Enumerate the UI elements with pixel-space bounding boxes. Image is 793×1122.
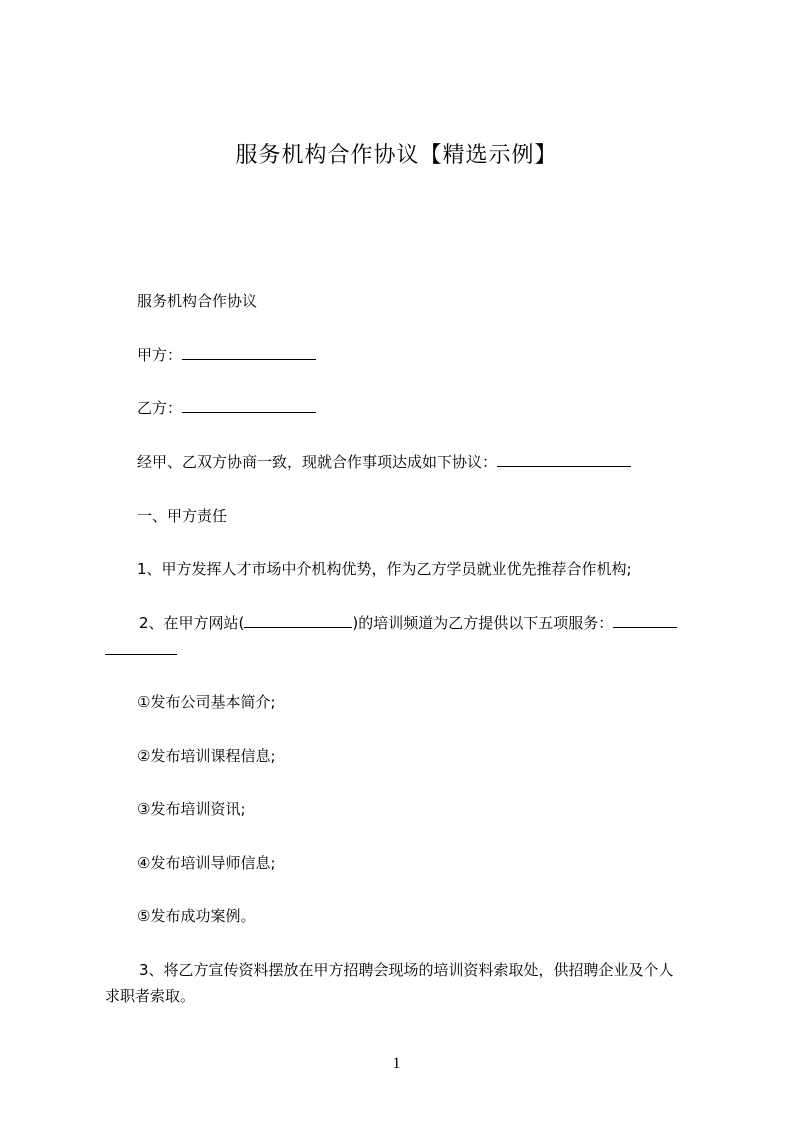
party-a-line <box>105 345 737 365</box>
document-title: 服务机构合作协议【精选示例】 <box>235 143 558 168</box>
item-2-middle: )的培训频道为乙方提供以下五项服务： <box>352 614 614 632</box>
item-3-line-2: 求职者索取。 <box>105 987 196 1005</box>
section-one-heading: 一、甲方责任 <box>137 507 228 525</box>
service-item: ③发布培训资讯; <box>137 800 246 818</box>
item-1: 1、甲方发挥人才市场中介机构优势，作为乙方学员就业优先推荐合作机构; <box>137 560 632 578</box>
service-item: ④发布培训导师信息; <box>137 854 276 872</box>
agreement-intro: 经甲、乙双方协商一致，现就合作事项达成如下协议： <box>137 453 498 471</box>
page-number: 1 <box>392 1055 401 1072</box>
party-a-blank <box>182 345 316 360</box>
agreement-heading: 服务机构合作协议 <box>137 292 258 310</box>
service-item: ①发布公司基本简介; <box>137 693 276 711</box>
item-2-continuation <box>105 640 705 660</box>
website-blank <box>244 613 352 628</box>
service-item: ②发布培训课程信息; <box>137 747 276 765</box>
party-a-label: 甲方： <box>137 346 183 364</box>
service-item: ⑤发布成功案例。 <box>137 907 256 925</box>
agreement-intro-line <box>105 452 737 472</box>
party-b-line <box>105 398 737 418</box>
agreement-intro-blank <box>497 452 631 467</box>
party-b-blank <box>182 398 316 413</box>
item-2-prefix: 2、在甲方网站( <box>139 614 245 632</box>
item-2-line <box>105 613 739 633</box>
services-blank <box>613 613 677 628</box>
services-blank-continued <box>105 640 177 655</box>
item-3-line-1: 3、将乙方宣传资料摆放在甲方招聘会现场的培训资料索取处，供招聘企业及个人 <box>139 961 674 979</box>
party-b-label: 乙方： <box>137 399 183 417</box>
